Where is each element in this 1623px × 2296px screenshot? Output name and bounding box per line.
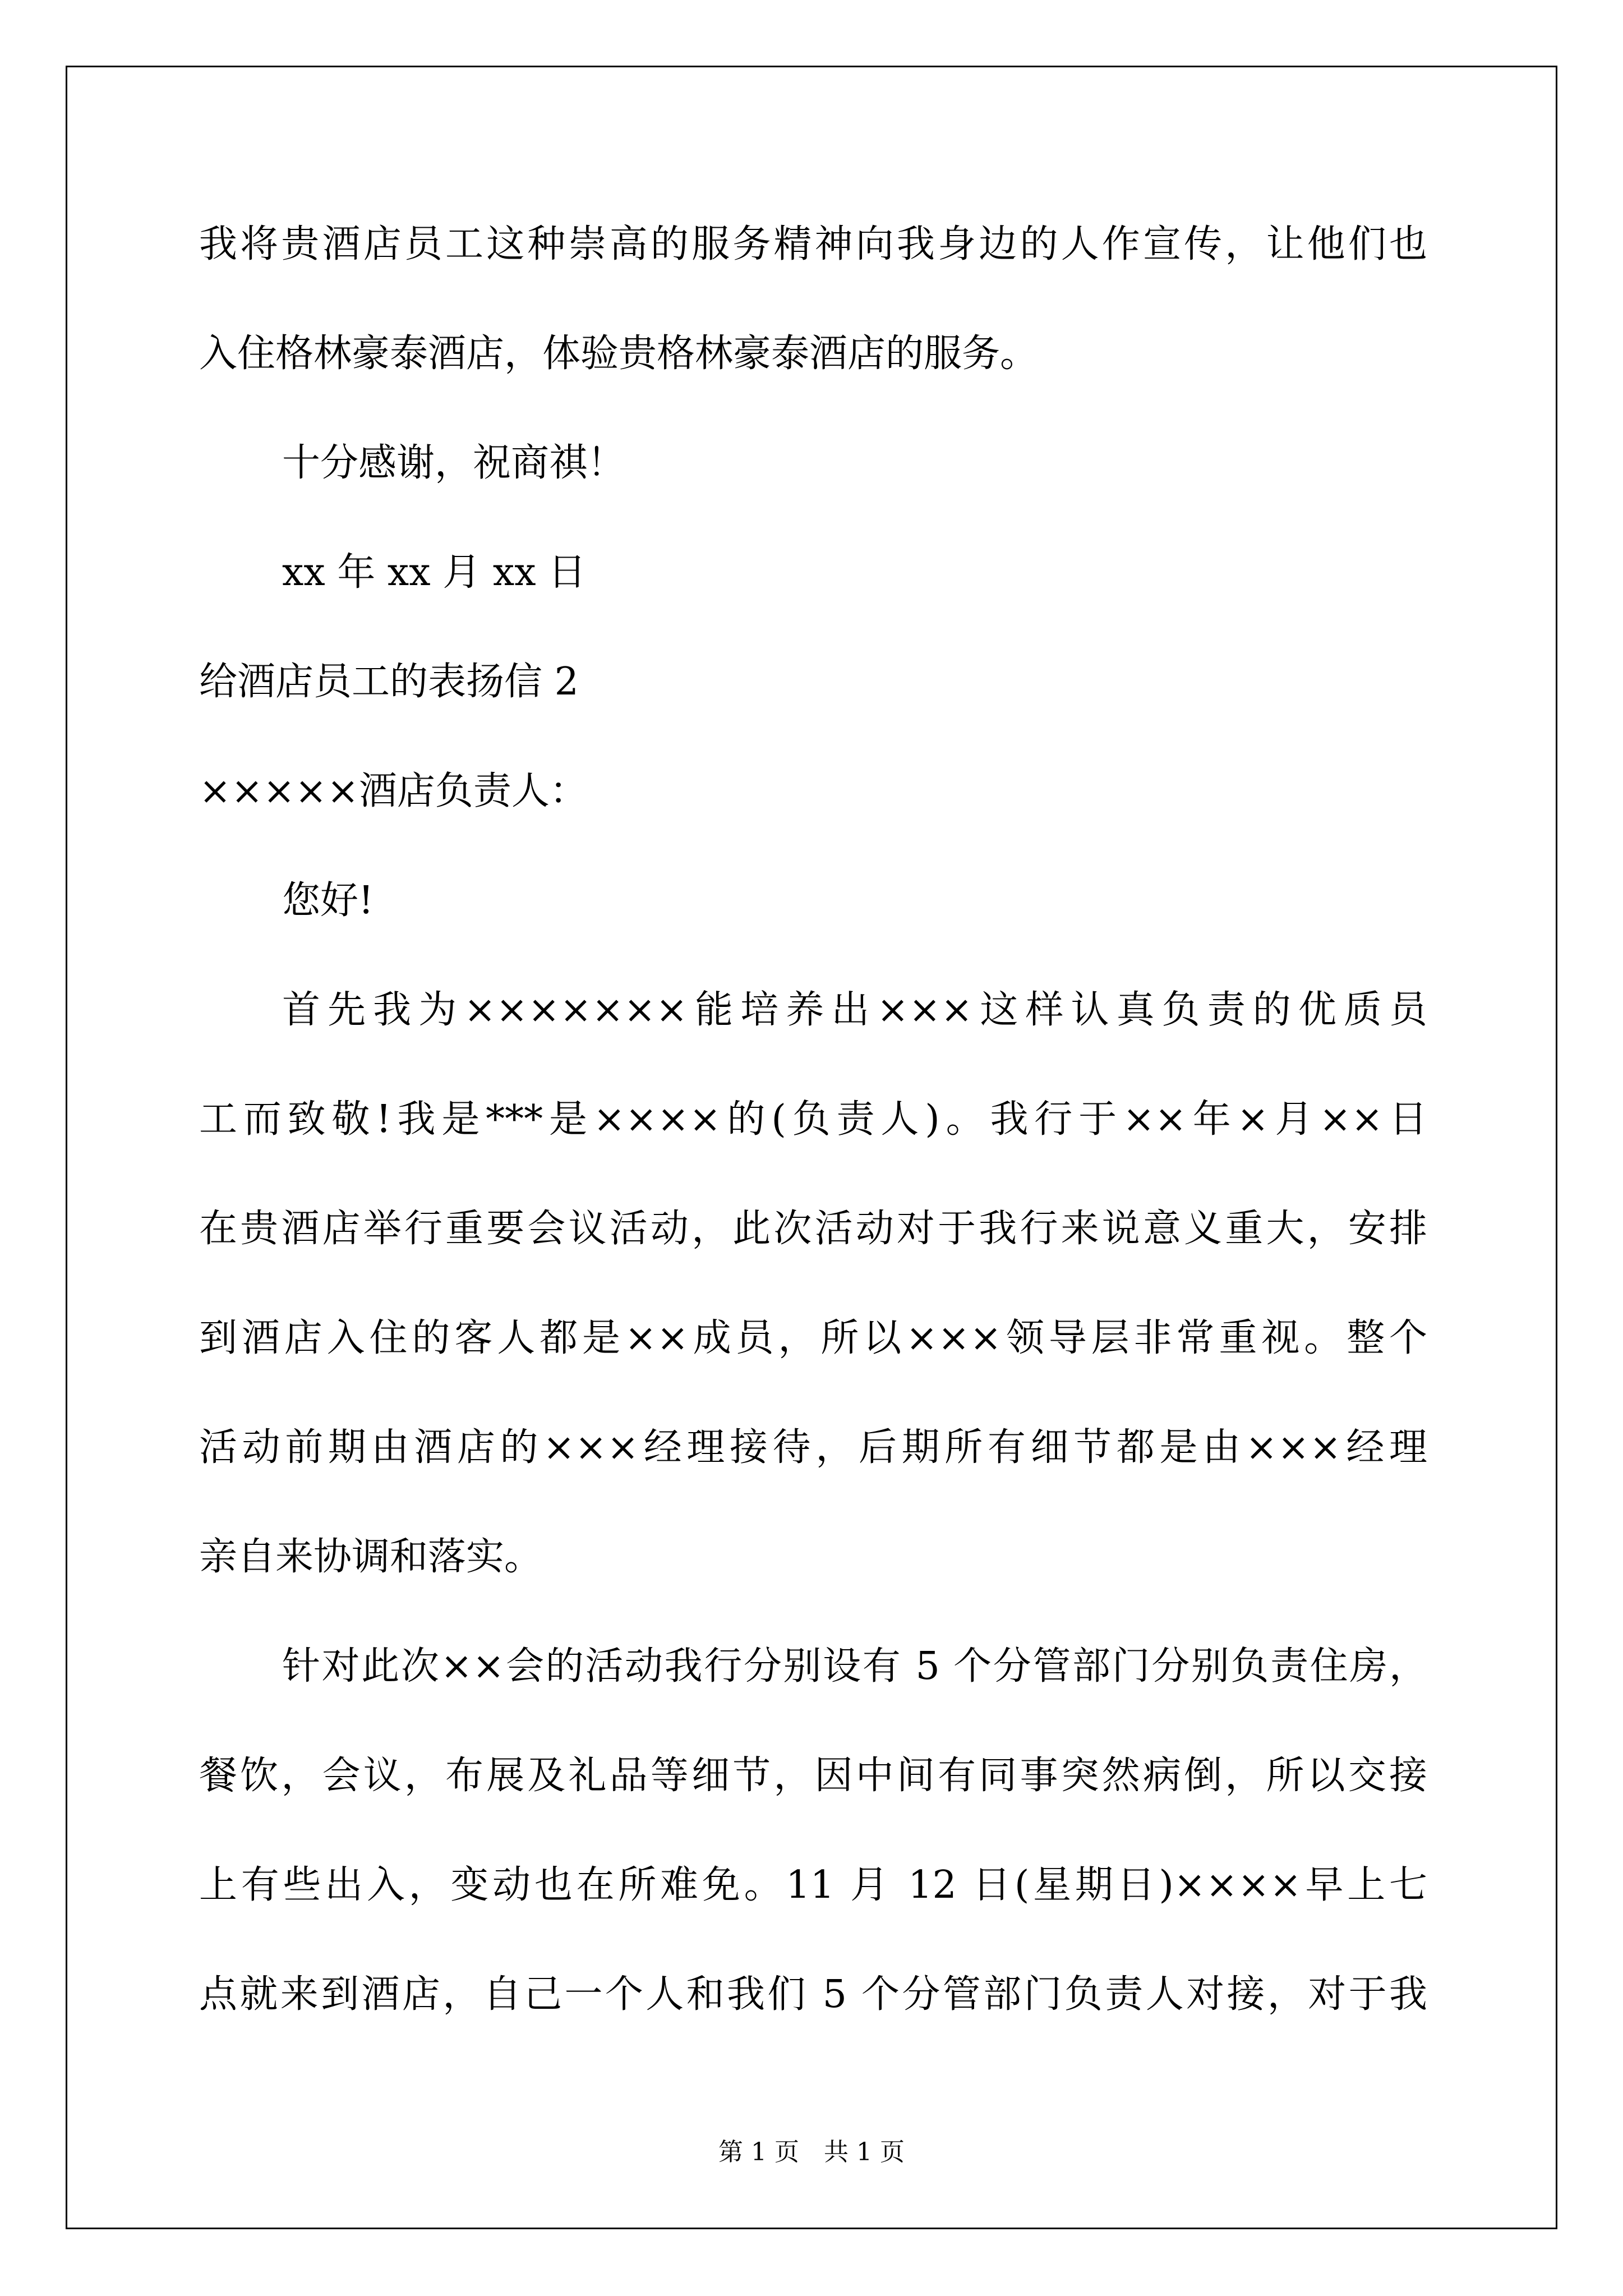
paragraph-line: 上有些出入，变动也在所难免。11 月 12 日(星期日)××××早上七 bbox=[199, 1863, 1427, 1907]
paragraph-line: 我将贵酒店员工这种崇高的服务精神向我身边的人作宣传，让他们也 bbox=[199, 222, 1427, 266]
paragraph-line: 入住格林豪泰酒店，体验贵格林豪泰酒店的服务。 bbox=[199, 332, 1039, 376]
section-heading: 给酒店员工的表扬信 2 bbox=[199, 660, 579, 704]
paragraph-line: 活动前期由酒店的×××经理接待，后期所有细节都是由×××经理 bbox=[199, 1425, 1427, 1470]
paragraph-line: 首先我为×××××××能培养出×××这样认真负责的优质员 bbox=[282, 988, 1427, 1032]
paragraph-line: 亲自来协调和落实。 bbox=[199, 1535, 543, 1579]
paragraph-line: 在贵酒店举行重要会议活动，此次活动对于我行来说意义重大，安排 bbox=[199, 1207, 1427, 1251]
paragraph-line: 工而致敬!我是***是××××的(负责人)。我行于××年×月××日 bbox=[199, 1097, 1427, 1142]
page-footer: 第 1 页 共 1 页 bbox=[718, 2138, 905, 2166]
greeting: 您好! bbox=[282, 878, 374, 923]
salutation: ×××××酒店负责人： bbox=[199, 769, 588, 813]
paragraph-line: 到酒店入住的客人都是××成员，所以×××领导层非常重视。整个 bbox=[199, 1316, 1427, 1360]
document-body bbox=[199, 222, 1427, 2085]
letter-date: xx 年 xx 月 xx 日 bbox=[282, 550, 587, 595]
paragraph-line: 点就来到酒店，自己一个人和我们 5 个分管部门负责人对接，对于我 bbox=[199, 1972, 1427, 2017]
closing-thanks: 十分感谢，祝商祺！ bbox=[282, 441, 626, 485]
paragraph-line: 餐饮，会议，布展及礼品等细节，因中间有同事突然病倒，所以交接 bbox=[199, 1754, 1427, 1798]
paragraph-line: 针对此次××会的活动我行分别设有 5 个分管部门分别负责住房， bbox=[282, 1644, 1427, 1688]
